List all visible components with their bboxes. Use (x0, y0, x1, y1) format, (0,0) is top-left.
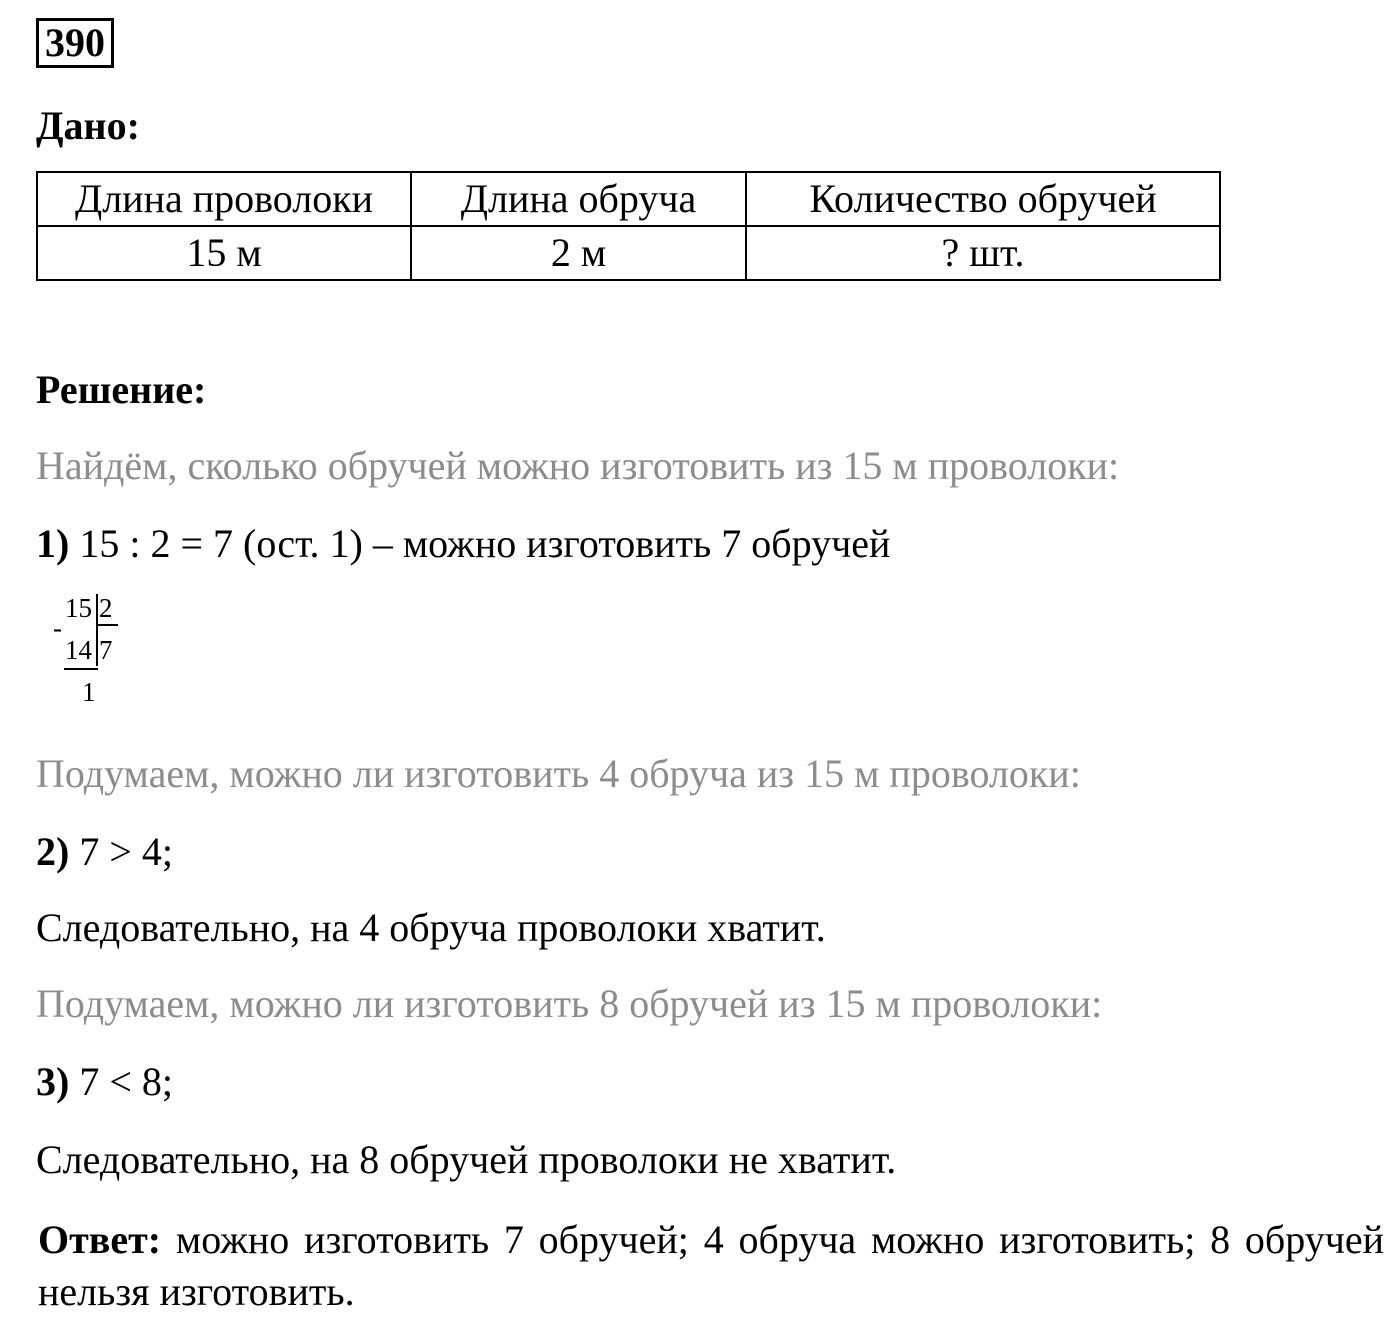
table-value-hoop-length: 2 м (411, 226, 746, 280)
division-divisor-rule (96, 624, 118, 626)
long-division (50, 592, 140, 712)
division-dividend: 15 (65, 593, 92, 623)
solution-heading: Решение: (36, 367, 207, 412)
given-table (36, 171, 1221, 281)
step-2-text: 7 > 4; (69, 829, 173, 874)
step-1 (36, 522, 890, 566)
table-header-wire-length: Длина проволоки (37, 172, 411, 226)
answer (38, 1214, 1384, 1318)
division-quotient: 7 (99, 635, 113, 665)
division-product-rule (64, 668, 98, 670)
step-3-text: 7 < 8; (69, 1059, 173, 1104)
answer-label: Ответ: (38, 1217, 162, 1262)
hint-1: Найдём, сколько обручей можно изготовить из 15 м проволоки: (36, 443, 1120, 488)
conclusion-2: Следовательно, на 4 обруча проволоки хватит. (36, 905, 826, 950)
answer-text: можно изготовить 7 обручей; 4 обруча можно изготовить; 8 обручей нельзя изготовить. (38, 1217, 1384, 1314)
hint-3: Подумаем, можно ли изготовить 8 обручей из 15 м проволоки: (36, 981, 1103, 1026)
given-heading: Дано: (36, 103, 140, 148)
step-1-number: 1) (36, 521, 70, 566)
step-3-number: 3) (36, 1059, 70, 1104)
step-1-text: 15 : 2 = 7 (ост. 1) – можно изготовить 7 обручей (69, 521, 891, 566)
task-number: 390 (36, 18, 114, 68)
table-value-row (37, 226, 1220, 280)
hint-2: Подумаем, можно ли изготовить 4 обруча из 15 м проволоки: (36, 751, 1081, 796)
step-3 (36, 1060, 173, 1104)
division-minus: - (53, 613, 62, 643)
table-value-hoop-count: ? шт. (746, 226, 1220, 280)
table-value-wire-length: 15 м (37, 226, 411, 280)
table-header-hoop-count: Количество обручей (746, 172, 1220, 226)
division-product: 14 (65, 635, 92, 665)
step-2 (36, 830, 173, 874)
division-divisor: 2 (99, 593, 113, 623)
table-header-row (37, 172, 1220, 226)
table-header-hoop-length: Длина обруча (411, 172, 746, 226)
division-vertical-rule (96, 594, 98, 666)
conclusion-3: Следовательно, на 8 обручей проволоки не хватит. (36, 1137, 897, 1182)
step-2-number: 2) (36, 829, 70, 874)
division-remainder: 1 (82, 677, 96, 707)
